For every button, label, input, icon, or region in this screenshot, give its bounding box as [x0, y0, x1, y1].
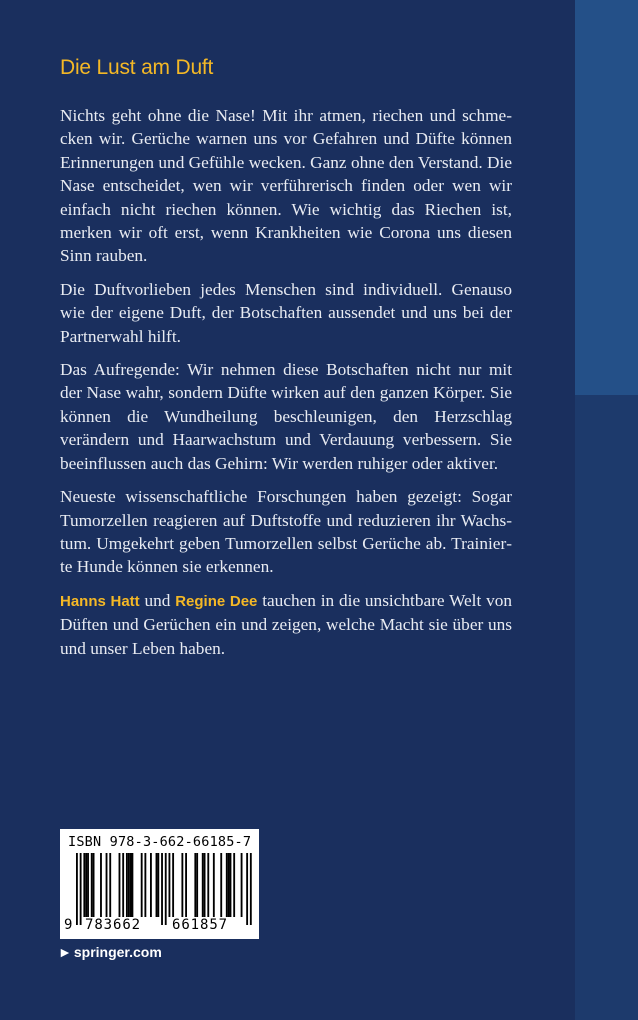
- ean-left-digits: 783662: [85, 917, 141, 933]
- barcode-bar: [156, 853, 158, 917]
- barcode-bar: [207, 853, 209, 917]
- barcode-bar: [220, 853, 222, 917]
- barcode-bar: [233, 853, 235, 917]
- isbn-label: ISBN 978-3-662-66185-7: [68, 834, 252, 850]
- barcode-bar: [185, 853, 187, 917]
- ean-right-digits: 661857: [172, 917, 228, 933]
- barcode-bar: [83, 853, 85, 917]
- spine-strip-bottom: [575, 395, 638, 1020]
- barcode-bar: [76, 853, 78, 925]
- barcode-bar: [196, 853, 198, 917]
- author-name-1: Hanns Hatt: [60, 592, 140, 610]
- barcode-bar: [150, 853, 152, 917]
- closing-and: und: [139, 590, 176, 610]
- barcode-bar: [161, 853, 163, 925]
- barcode-bar: [109, 853, 111, 917]
- barcode-bar: [204, 853, 206, 917]
- barcode-bar: [141, 853, 143, 917]
- blurb-closing-paragraph: [60, 589, 512, 660]
- barcode-bar: [87, 853, 89, 917]
- barcode-bar: [213, 853, 215, 917]
- barcode-bar: [157, 853, 159, 917]
- blurb-paragraph-4: Neueste wissenschaftliche Forschungen haben gezeigt: Sogar Tumorzellen reagieren auf Duftstoffe und reduzieren ihr Wachstum. Umgekehrt geben Tumorzellen selbst Gerüche ab. Trainierte Hunde können sie erkennen.: [60, 487, 512, 577]
- barcode-bar: [128, 853, 130, 917]
- barcode-bar: [91, 853, 93, 917]
- closing-text: tauchen in die unsichtbare Welt von Düften und Gerüchen ein und zeigen, welche Macht sie über uns und unser Leben haben.: [60, 590, 512, 658]
- barcode-bar: [165, 853, 167, 925]
- blurb: [60, 104, 512, 670]
- barcode-bar: [172, 853, 174, 917]
- barcode-bar: [241, 853, 243, 917]
- barcode-bar: [93, 853, 95, 917]
- author-name-2: Regine Dee: [175, 592, 258, 610]
- barcode-bar: [202, 853, 204, 917]
- publisher-url-text: springer.com: [73, 944, 162, 960]
- spine-strip-top: [575, 0, 638, 395]
- ean-first-digit: 9: [64, 917, 73, 933]
- arrow-right-icon: ►: [58, 944, 72, 960]
- barcode-bar: [226, 853, 228, 917]
- barcode-bar: [100, 853, 102, 917]
- blurb-paragraph-2: Die Duftvorlieben jedes Menschen sind individuell. Genauso wie der eigene Duft, der Botschaften aussendet und uns bei der Partnerwahl hilft.: [60, 279, 512, 346]
- barcode-bar: [80, 853, 82, 925]
- publisher-url[interactable]: [58, 944, 162, 960]
- blurb-paragraph-1: Nichts geht ohne die Nase! Mit ihr atmen, riechen und schmecken wir. Gerüche warnen uns vor Gefahren und Düfte können Erinnerungen und Gefühle wecken. Ganz ohne den Verstand. Die Nase entscheidet, wen wir verführerisch finden oder wen wir einfach nicht riechen können. Wie wichtig das Riechen ist, merken wir oft erst, wenn Krankheiten wie Corona uns diesen Sinn rauben.: [60, 106, 512, 266]
- barcode-bar: [132, 853, 134, 917]
- barcode-bar: [230, 853, 232, 917]
- barcode-bar: [130, 853, 132, 917]
- barcode-bar: [181, 853, 183, 917]
- blurb-paragraph-3: Das Aufregende: Wir nehmen diese Botschaften nicht nur mit der Nase wahr, sondern Düfte wirken auf den ganzen Körper. Sie können die Wundheilung beschleunigen, den Herzschlag verändern und Haarwachstum und Verdauung verbessern. Sie beeinflussen auch das Gehirn: Wir werden ruhiger oder aktiver.: [60, 360, 512, 473]
- barcode-bar: [85, 853, 87, 917]
- barcode-bar: [250, 853, 252, 925]
- barcode-bar: [194, 853, 196, 917]
- barcode-bar: [122, 853, 124, 917]
- barcode-bar: [119, 853, 121, 917]
- barcode-bar: [106, 853, 108, 917]
- barcode-bar: [169, 853, 171, 917]
- barcode-bar: [144, 853, 146, 917]
- barcode-bar: [126, 853, 128, 917]
- barcode: [60, 829, 259, 939]
- barcode-bar: [246, 853, 248, 925]
- book-title: Die Lust am Duft: [60, 56, 214, 79]
- barcode-bar: [228, 853, 230, 917]
